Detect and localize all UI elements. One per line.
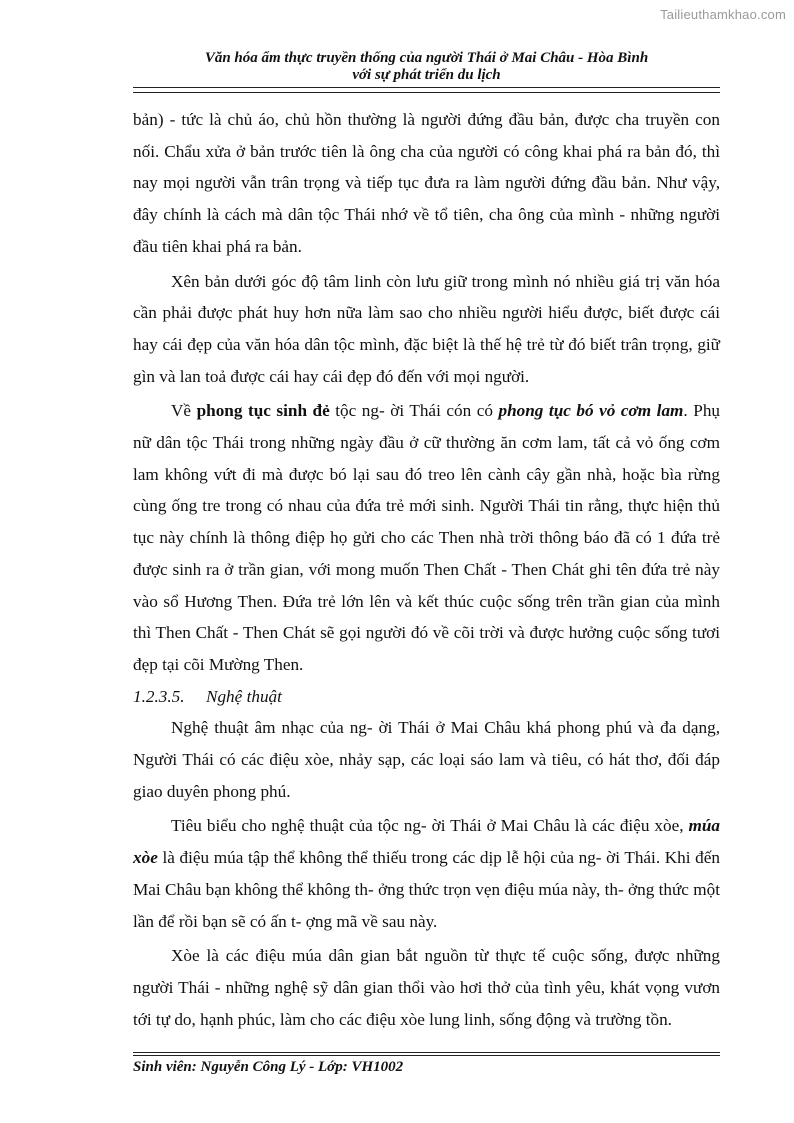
section-title: Nghệ thuật (206, 686, 282, 706)
section-number: 1.2.3.5. (133, 686, 185, 706)
paragraph-5 (133, 810, 720, 937)
footer-divider (133, 1052, 720, 1053)
paragraph-3-text-c: . Phụ nữ dân tộc Thái trong những ngày đầu ở cữ thường ăn cơm lam, tất cả vỏ ống cơm lam không vứt đi mà được bó lại sau đó treo lên cành cây gần nhà, hoặc bìa rừng cùng ống tre trong có nhau của đứa trẻ mới sinh. Người Thái tin rằng, thực hiện thủ tục này chính là thông điệp họ gửi cho các Then nhà trời thông báo đã có 1 đứa trẻ được sinh ra ở trần gian, với mong muốn Then Chất - Then Chát ghi tên đứa trẻ này vào sổ Hương Then. Đứa trẻ lớn lên và kết thúc cuộc sống trên trần gian của mình thì Then Chất - Then Chát sẽ gọi người đó về cõi trời và được hưởng cuộc sống tươi đẹp tại cõi Mường Then. (133, 401, 721, 674)
section-heading (133, 681, 720, 713)
paragraph-3-text-a: Về (171, 401, 197, 421)
paragraph-3-bold: phong tục sinh đẻ (196, 401, 330, 421)
paragraph-4: Nghệ thuật âm nhạc của ng- ời Thái ở Mai Châu khá phong phú và đa dạng, Người Thái có các điệu xòe, nhảy sạp, các loại sáo lam và tiêu, có hát thơ, đối đáp giao duyên phong phú. (133, 718, 720, 801)
paragraph-5-text-b: là điệu múa tập thể không thể thiếu trong các dịp lễ hội của ng- ời Thái. Khi đến Mai Châu bạn không thể không th- ởng thức trọn vẹn điệu múa này, th- ởng thức một lần để rồi bạn sẽ có ấn t- ợng mã về sau này. (133, 848, 720, 931)
header-divider (133, 92, 720, 93)
paragraph-5-bold-italic: múa xòe (133, 816, 720, 868)
paragraph-1: bản) - tức là chủ áo, chủ hồn thường là người đứng đầu bản, được cha truyền con nối. Chẩu xửa ở bản trước tiên là ông cha của người có công khai phá ra bản đó, thì nay mọi người vẫn trân trọng và tiếp tục đưa ra làm người đứng đầu bản. Như vậy, đây chính là cách mà dân tộc Thái nhớ về tổ tiên, cha ông của mình - những người đầu tiên khai phá ra bản. (133, 110, 720, 256)
paragraph-3 (133, 395, 720, 680)
paragraph-2: Xên bản dưới góc độ tâm linh còn lưu giữ trong mình nó nhiều giá trị văn hóa cần phải được phát huy hơn nữa làm sao cho nhiều người hiểu được, biết được cái hay cái đẹp của văn hóa dân tộc mình, đặc biệt là thế hệ trẻ từ đó biết trân trọng, giữ gìn và lan toả được cái hay cái đẹp đó đến với mọi người. (133, 271, 720, 386)
footer-divider-2 (133, 1055, 720, 1056)
paragraph-3-text-b: tộc ng- ời Thái cón có (329, 401, 499, 421)
header-title-line-2: với sự phát triển du lịch (352, 67, 501, 83)
paragraph-6: Xòe là các điệu múa dân gian bắt nguồn từ thực tế cuộc sống, được những người Thái - những nghệ sỹ dân gian thổi vào hơi thở của tình yêu, khát vọng vươn tới tự do, hạnh phúc, làm cho các điệu xòe lung linh, sống động và trường tồn. (133, 946, 720, 1029)
paragraph-5-text-a: Tiêu biểu cho nghệ thuật của tộc ng- ời Thái ở Mai Châu là các điệu xòe, (171, 816, 689, 836)
document-body (133, 104, 720, 1035)
page-header (133, 50, 720, 88)
watermark: Tailieuthamkhao.com (660, 7, 786, 22)
page-footer: Sinh viên: Nguyễn Công Lý - Lớp: VH1002 (133, 1059, 404, 1075)
header-title-line-1: Văn hóa ẩm thực truyền thống của người Thái ở Mai Châu - Hòa Bình (204, 50, 649, 66)
paragraph-3-bold-italic: phong tục bó vỏ cơm lam (498, 401, 684, 421)
